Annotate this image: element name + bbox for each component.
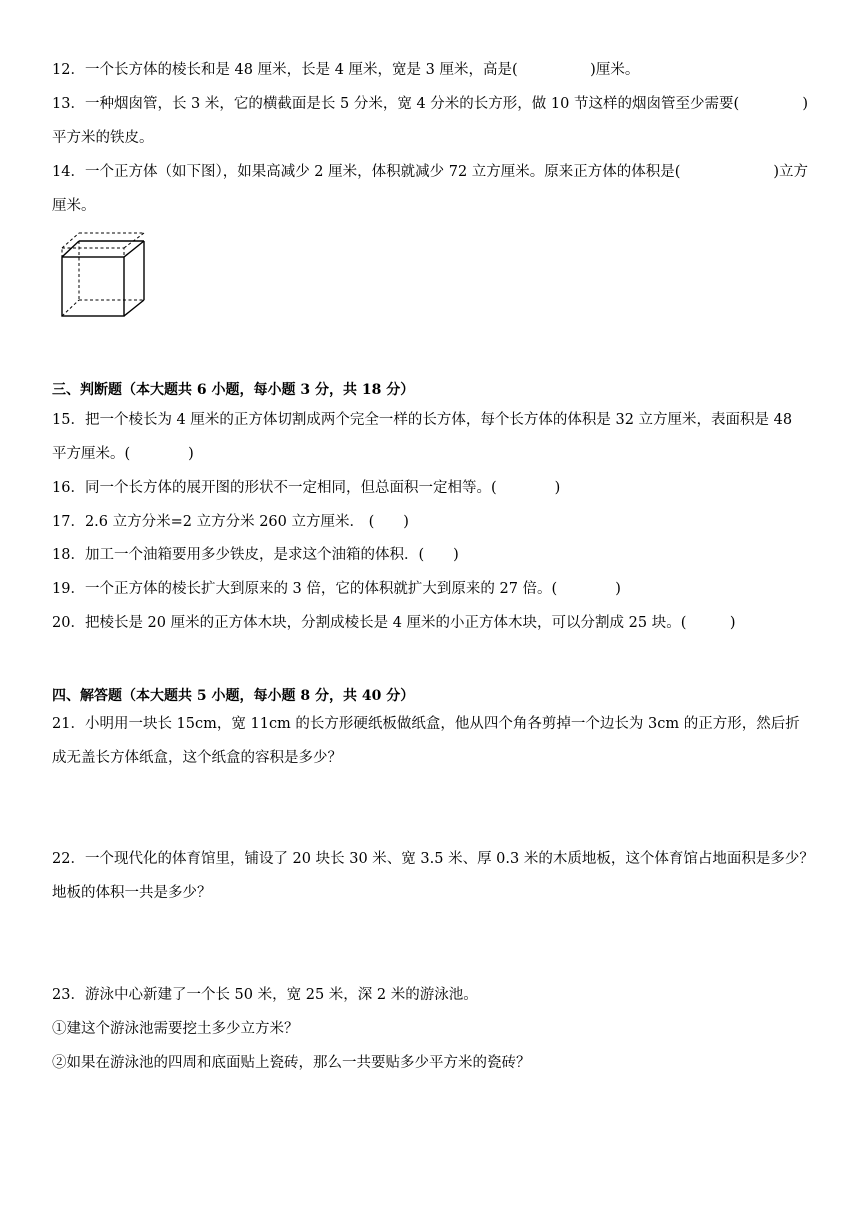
section-4-heading: 四、解答题（本大题共 5 小题，每小题 8 分，共 40 分） xyxy=(52,688,415,704)
cube-hidden-bottom-left-edge xyxy=(62,300,79,316)
question-12: 12．一个长方体的棱长和是 48 厘米，长是 4 厘米，宽是 3 厘米，高是( )厘米。 xyxy=(52,62,640,78)
question-17: 17．2.6 立方分米=2 立方分米 260 立方厘米． ( ) xyxy=(52,514,409,530)
question-23: 23．游泳中心新建了一个长 50 米，宽 25 米，深 2 米的游泳池。 xyxy=(52,987,478,1003)
cube-removed-layer-left xyxy=(62,233,79,248)
question-14-line-2: 厘米。 xyxy=(52,198,96,214)
question-21-line-1: 21．小明用一块长 15cm，宽 11cm 的长方形硬纸板做纸盒，他从四个角各剪掉一个边长为 3cm 的正方形，然后折 xyxy=(52,716,800,732)
question-20: 20．把棱长是 20 厘米的正方体木块，分割成棱长是 4 厘米的小正方体木块，可以分割成 25 块。( ) xyxy=(52,615,736,631)
section-3-heading: 三、判断题（本大题共 6 小题，每小题 3 分，共 18 分） xyxy=(52,382,415,398)
cube-bottom-right-edge xyxy=(124,300,144,316)
question-13-text: 13．一种烟囱管，长 3 米，它的横截面是长 5 分米，宽 4 分米的长方形，做 10 节这样的烟囱管至少需要( xyxy=(52,96,740,112)
question-14-blank-end: )立方 xyxy=(773,164,808,180)
question-14-text: 14．一个正方体（如下图），如果高减少 2 厘米，体积就减少 72 立方厘米。原来正方体的体积是( xyxy=(52,164,681,180)
cube-top-left-edge xyxy=(62,241,79,257)
question-18: 18．加工一个油箱要用多少铁皮，是求这个油箱的体积．( ) xyxy=(52,547,459,563)
question-23-part-2: ②如果在游泳池的四周和底面贴上瓷砖，那么一共要贴多少平方米的瓷砖？ xyxy=(52,1055,531,1071)
question-22-line-1: 22．一个现代化的体育馆里，铺设了 20 块长 30 米、宽 3.5 米、厚 0.3 米的木质地板，这个体育馆占地面积是多少？ xyxy=(52,851,814,867)
question-22-line-2: 地板的体积一共是多少？ xyxy=(52,885,212,901)
cube-top-right-edge xyxy=(124,241,144,257)
question-21-line-2: 成无盖长方体纸盒，这个纸盒的容积是多少？ xyxy=(52,750,342,766)
question-14-line-1 xyxy=(52,162,808,182)
cube-figure xyxy=(52,232,152,322)
question-13-line-1 xyxy=(52,94,808,114)
question-13-blank-end: ) xyxy=(802,96,808,112)
question-13-line-2: 平方米的铁皮。 xyxy=(52,130,154,146)
question-23-part-1: ①建这个游泳池需要挖土多少立方米？ xyxy=(52,1021,299,1037)
question-16: 16．同一个长方体的展开图的形状不一定相同，但总面积一定相等。( ) xyxy=(52,480,561,496)
question-15-line-2: 平方厘米。( ) xyxy=(52,446,194,462)
cube-removed-layer-front xyxy=(62,248,124,257)
question-19: 19．一个正方体的棱长扩大到原来的 3 倍，它的体积就扩大到原来的 27 倍。( ) xyxy=(52,581,621,597)
question-15-line-1: 15．把一个棱长为 4 厘米的正方体切割成两个完全一样的长方体，每个长方体的体积是 32 立方厘米，表面积是 48 xyxy=(52,412,793,428)
